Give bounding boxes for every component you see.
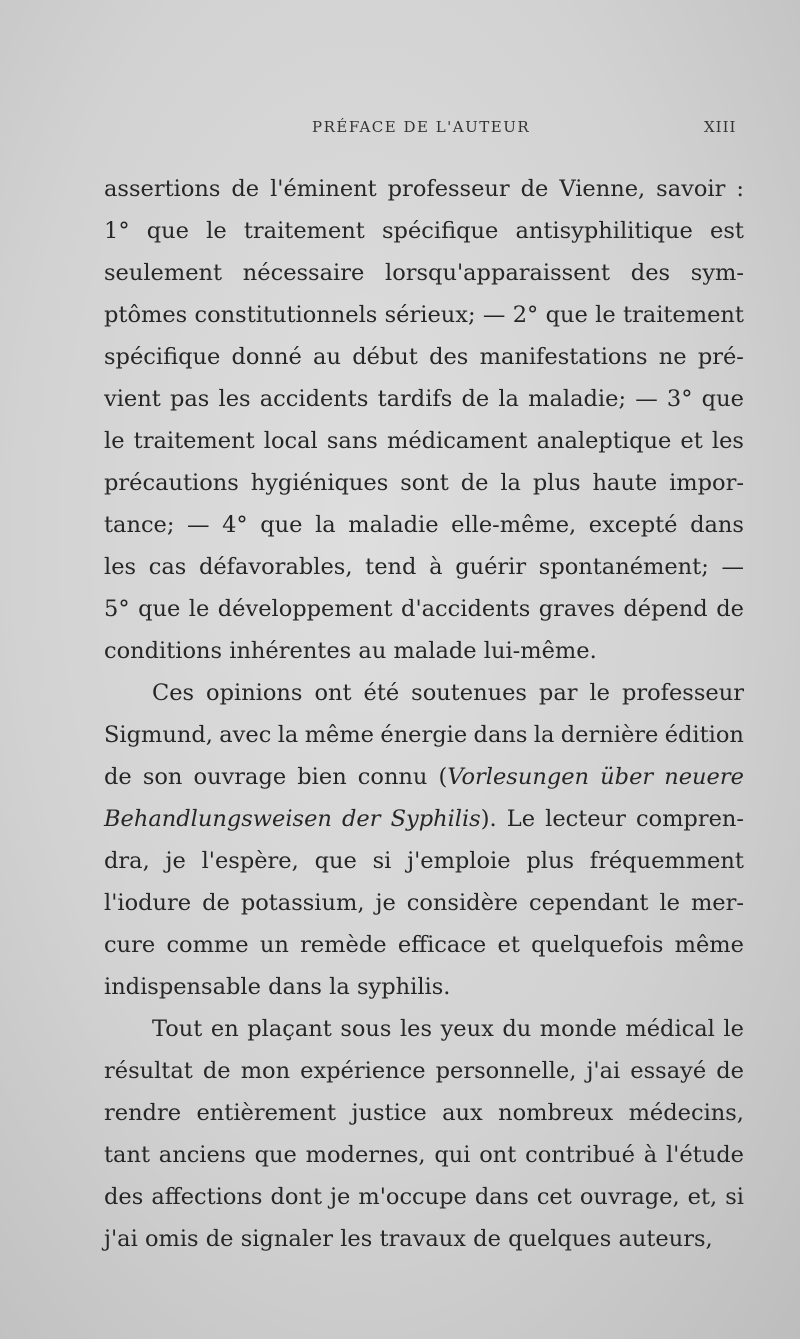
text-line: indispensable dans la syphilis. <box>104 974 451 1000</box>
text-line: spécifique donné au début des manifestations ne pré- <box>104 344 744 370</box>
text-line: 1° que le traitement spécifique antisyphilitique est <box>104 218 744 244</box>
text-line: Sigmund, avec la même énergie dans la dernière édition <box>104 722 744 748</box>
text-line: assertions de l'éminent professeur de Vienne, savoir : <box>104 176 744 202</box>
paragraph <box>104 168 744 672</box>
text-line: tant anciens que modernes, qui ont contribué à l'étude <box>104 1142 744 1168</box>
text-line: résultat de mon expérience personnelle, j'ai essayé de <box>104 1058 744 1084</box>
body-text <box>104 168 744 1260</box>
text-line: 5° que le développement d'accidents graves dépend de <box>104 596 744 622</box>
running-head <box>0 118 800 142</box>
text-line: précautions hygiéniques sont de la plus haute impor- <box>104 470 744 496</box>
text-line: cure comme un remède efficace et quelquefois même <box>104 932 744 958</box>
text-line: vient pas les accidents tardifs de la maladie; — 3° que <box>104 386 744 412</box>
text-line: le traitement local sans médicament analeptique et les <box>104 428 744 454</box>
text-line: Ces opinions ont été soutenues par le professeur <box>152 680 744 706</box>
text-line: conditions inhérentes au malade lui-même. <box>104 638 597 664</box>
text-line: l'iodure de potassium, je considère cependant le mer- <box>104 890 744 916</box>
text-line: Tout en plaçant sous les yeux du monde médical le <box>152 1016 744 1042</box>
text-line: les cas défavorables, tend à guérir spontanément; — <box>104 554 744 580</box>
running-title: PRÉFACE DE L'AUTEUR <box>312 118 531 136</box>
text-line: des affections dont je m'occupe dans cet ouvrage, et, si <box>104 1184 744 1210</box>
text-line: ptômes constitutionnels sérieux; — 2° que le traitement <box>104 302 744 328</box>
text-line: de son ouvrage bien connu (Vorlesungen über neuere <box>104 764 744 790</box>
page-number: XIII <box>704 118 737 136</box>
text-line: seulement nécessaire lorsqu'apparaissent des sym- <box>104 260 744 286</box>
paragraph <box>104 672 744 1008</box>
text-line: Behandlungsweisen der Syphilis). Le lecteur compren- <box>104 806 744 832</box>
text-line: tance; — 4° que la maladie elle-même, excepté dans <box>104 512 744 538</box>
paragraph <box>104 1008 744 1260</box>
text-line: j'ai omis de signaler les travaux de quelques auteurs, <box>104 1226 713 1252</box>
text-line: dra, je l'espère, que si j'emploie plus fréquemment <box>104 848 744 874</box>
text-line: rendre entièrement justice aux nombreux médecins, <box>104 1100 744 1126</box>
